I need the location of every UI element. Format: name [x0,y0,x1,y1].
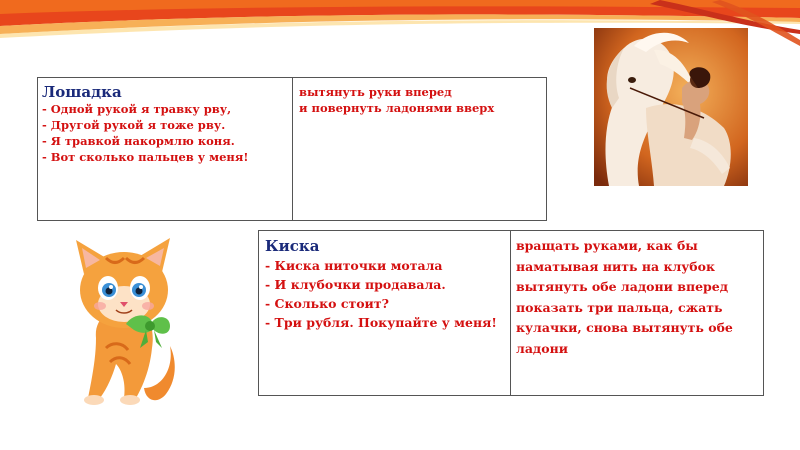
horse-action-cell [292,78,546,220]
action-line: ладони [516,340,569,356]
cat-rhyme-cell [259,231,510,395]
action-line: вращать руками, как бы [516,238,698,253]
cat-action-cell [510,231,763,395]
horse-rhyme-table [37,77,547,221]
action-line: вытянуть руки вперед [299,85,452,99]
kitten-picture [66,238,184,410]
rhyme-line: - Я травкой накормлю коня. [42,134,235,148]
horse-rider-picture [594,28,748,186]
rhyme-line: - Киска ниточки мотала [265,258,443,273]
action-line: кулачки, снова вытянуть обе [516,320,733,335]
cat-rhyme-table [258,230,764,396]
action-line: вытянуть обе ладони вперед [516,279,729,294]
action-line: показать три пальца, сжать [516,299,723,315]
rhyme-line: - Сколько стоит? [265,296,389,311]
rhyme-line: - И клубочки продавала. [265,277,446,292]
horse-title: Лошадка [42,83,122,101]
action-line: наматывая нить на клубок [516,258,715,274]
rhyme-line: - Другой рукой я тоже рву. [42,118,226,132]
horse-rhyme-cell [38,78,292,220]
cat-title: Киска [265,237,320,255]
action-line: и повернуть ладонями вверх [299,101,495,115]
rhyme-line: - Три рубля. Покупайте у меня! [265,315,497,330]
rhyme-line: - Одной рукой я травку рву, [42,102,232,116]
rhyme-line: - Вот сколько пальцев у меня! [42,150,249,164]
